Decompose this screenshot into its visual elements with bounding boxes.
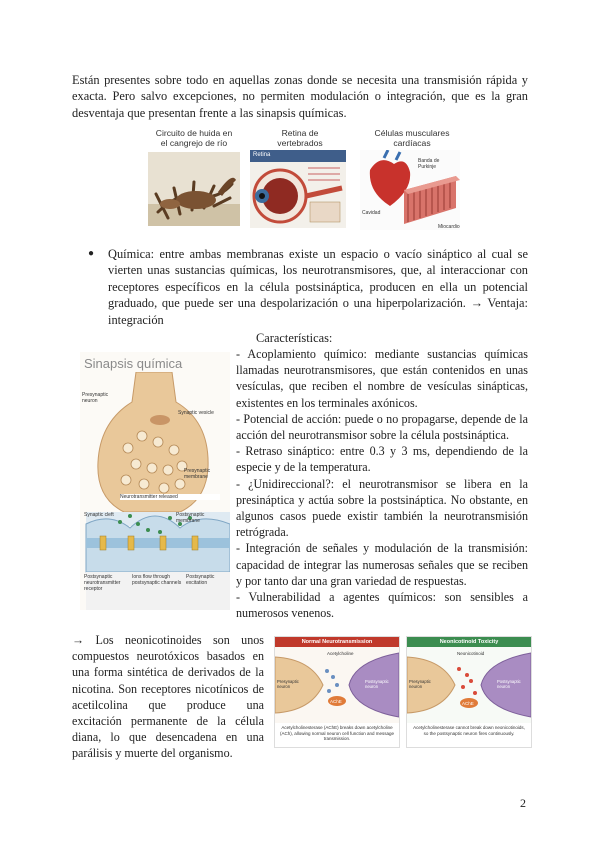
intro-line: exacta. Pero salvo excepciones, no permiten modulación o integración, que es la gran [72, 89, 528, 104]
char-line: retrógrada. [236, 525, 289, 540]
panel-normal-caption: Acetylcholinesterase (AChE) breaks down acetylcholine (ACh), allowing normal neuron cell function and message transmission. [279, 725, 395, 741]
char-line: - Acoplamiento químico: mediante sustancias químicas [236, 347, 528, 361]
panel-normal-label: AChE [330, 699, 342, 704]
caption-crayfish: Circuito de huida en el cangrejo de río [155, 128, 233, 148]
page-number: 2 [520, 796, 526, 810]
synapse-label: Presynaptic membrane [184, 468, 211, 480]
heart-label: Banda de Purkinje [418, 158, 440, 170]
top-figure [146, 128, 458, 236]
bullet-line: vierten unas sustancias químicas, los neurotransmisores, que, al interaccionar con [108, 263, 528, 278]
intro-paragraph [72, 72, 528, 121]
heart-label: Cavidad [362, 210, 381, 216]
intro-line: desventaja que presentan frente a las sinapsis químicas. [72, 105, 347, 120]
synapse-title: Sinapsis química [84, 356, 183, 371]
char-line: llamadas neurotransmisores, que están contenidos en unas [236, 363, 528, 378]
retina-label: Retina [253, 152, 271, 158]
char-line: numerosos venenos. [236, 606, 335, 621]
char-line: presináptica y actúa sobre la postsináptica. No obstante, en [236, 492, 528, 507]
char-line: - Integración de señales y modulación de la transmisión: [236, 541, 528, 556]
char-line: - Retraso sináptico: entre 0.3 y 3 ms, dependiendo de la [236, 444, 528, 459]
char-line: - ¿Unidireccional?: el neurotransmisor se libera en la [236, 476, 528, 491]
heart-label: Miocardio [438, 224, 460, 230]
synapse-label: Postsynaptic excitation [186, 574, 215, 586]
panel-normal-label: Postsynaptic neuron [365, 679, 389, 689]
synapse-label: Synaptic vesicle [178, 410, 214, 416]
neonic-paragraph [72, 632, 264, 762]
panel-normal [274, 636, 400, 748]
synapse-figure [80, 352, 230, 610]
bullet-paragraph [108, 246, 528, 328]
neonic-line: → Los neonicotinoides son unos [72, 633, 264, 647]
neonic-line: parálisis y muerte del organismo. [72, 746, 233, 761]
synapse-label: Synaptic cleft [84, 512, 114, 518]
retina-image [250, 150, 346, 228]
char-line: especie y de la temperatura. [236, 460, 371, 475]
panel-neonic-caption: Acetylcholinesterase cannot break down neonicotinoids, so the postsynaptic neuron fires continuously. [413, 725, 525, 736]
panel-neonic [406, 636, 532, 748]
neonic-line: acetilcolina que produce una [72, 697, 264, 712]
char-line: - Potencial de acción: puede o no propagarse, depende de la [236, 411, 528, 426]
panel-neonic-title: Neonicotinoid Toxicity [407, 637, 531, 647]
char-line: y por tanto dar una gran variedad de respuestas. [236, 573, 467, 588]
panel-normal-label: Acetylcholine [327, 651, 354, 656]
bullet-line: integración [108, 312, 164, 327]
caption-cardiac: Células musculares cardíacas [374, 128, 450, 148]
bullet-line: Química: entre ambas membranas existe un espacio o vacío sináptico al cual se [108, 247, 528, 261]
synapse-label: Postsynaptic neurotransmitter receptor [84, 574, 121, 592]
neonic-line: una forma sintética de derivados de la [72, 665, 264, 680]
panel-neonic-label: AChE [462, 701, 474, 706]
characteristics-title: Características: [256, 331, 333, 345]
synapse-label: Postsynaptic membrane [176, 512, 205, 524]
bullet-line: graduado, que puede ser una despolarización o una hiperpolarización. → Ventaja: [108, 296, 528, 311]
intro-line: Están presentes sobre todo en aquellas zonas donde se necesita una transmisión rápida y [72, 73, 528, 87]
crayfish-image [148, 152, 240, 226]
neonic-line: diana, lo que desencadena en una [72, 730, 264, 745]
synapse-label: Presynaptic neuron [82, 392, 109, 404]
char-line: acción del neurotransmisor sobre la célula postsináptica. [236, 428, 510, 443]
neonic-line: nicotina. Son receptores nicotínicos de [72, 681, 264, 696]
panel-normal-title: Normal Neurotransmission [275, 637, 399, 647]
neonic-line: excitación permanente de la célula [72, 714, 264, 729]
panel-neonic-label: Presynaptic neuron [409, 679, 431, 689]
synapse-label: Neurotransmitter released [120, 494, 220, 500]
char-line: capacidad de integrar las numerosas señales que se reciben [236, 557, 528, 572]
bullet-line: receptores específicos en la célula postsináptica, producen en ella un potencial [108, 279, 528, 294]
caption-retina: Retina de vertebrados [277, 128, 323, 148]
synapse-label: Ions flow through postsynaptic channels [132, 574, 182, 586]
bullet-marker: ● [88, 248, 95, 259]
panel-neonic-label: Neonicotinoid [457, 651, 485, 656]
panel-neonic-label: Postsynaptic neuron [497, 679, 521, 689]
char-line: existentes en los terminales axónicos. [236, 395, 418, 410]
char-line: - Vulnerabilidad a agentes químicos: son sensibles a [236, 590, 528, 605]
panel-normal-label: Presynaptic neuron [277, 679, 299, 689]
neonic-line: compuestos neurotóxicos basados en [72, 649, 264, 664]
char-line: algunos casos puede existir también la neurotransmisión [236, 509, 528, 524]
char-line: vesículas, que reciben el nombre de vesículas sinápticas, [236, 379, 528, 394]
characteristics-list [236, 346, 528, 621]
